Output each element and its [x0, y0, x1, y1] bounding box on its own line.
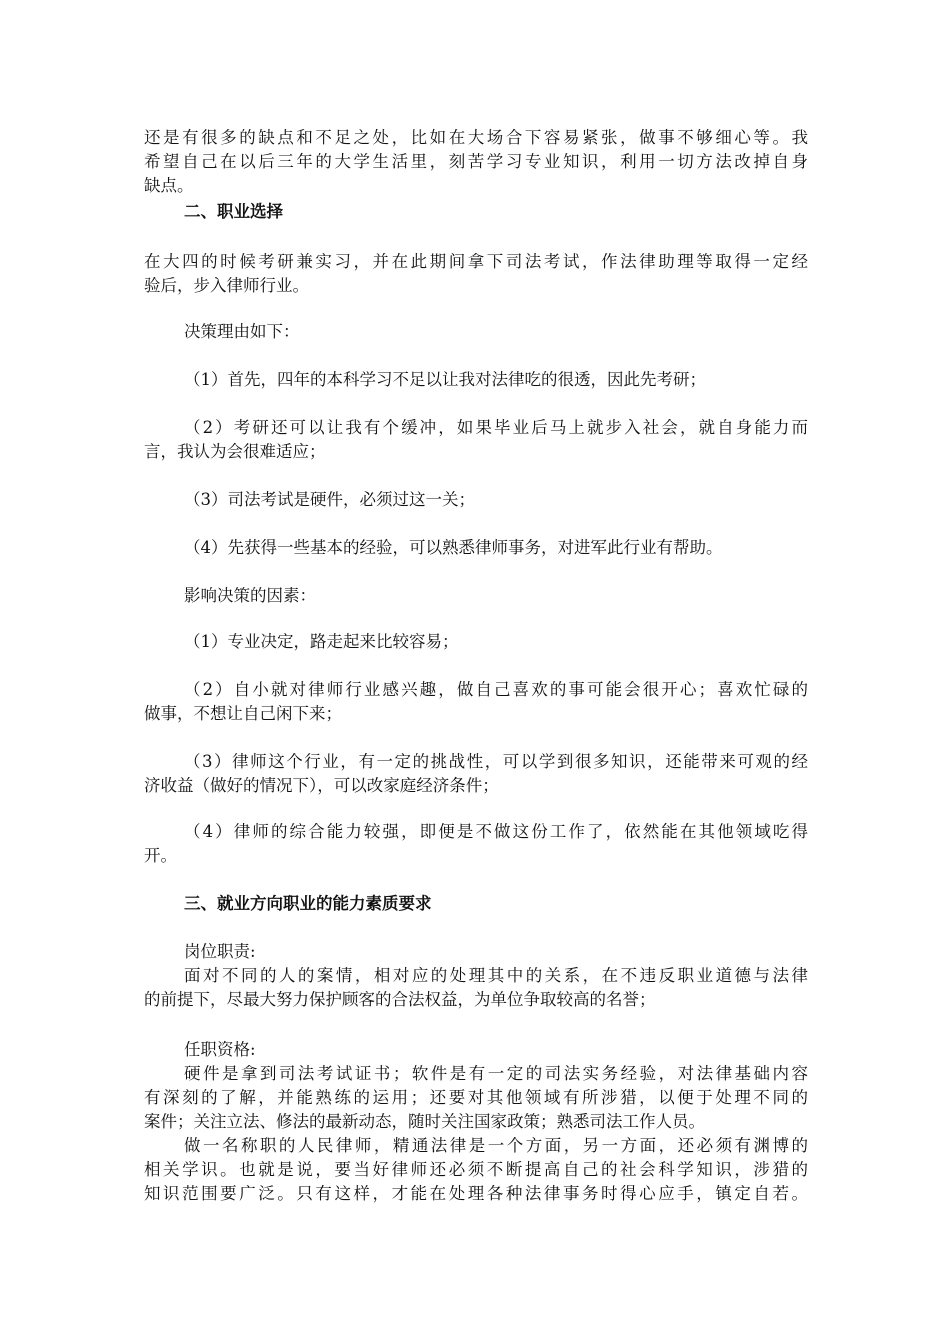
paragraph-line: 知识范围要广泛。只有这样，才能在处理各种法律事务时得心应手，镇定自若。: [144, 1184, 808, 1203]
factor-item-continued: 开。: [144, 846, 177, 865]
reason-item-continued: 言，我认为会很难适应；: [144, 442, 326, 461]
factor-item-continued: 济收益（做好的情况下），可以改家庭经济条件；: [144, 776, 499, 795]
paragraph-line: 缺点。: [144, 176, 194, 195]
factor-item: （3）律师这个行业，有一定的挑战性，可以学到很多知识，还能带来可观的经: [184, 752, 808, 771]
paragraph-line: 在大四的时候考研兼实习，并在此期间拿下司法考试，作法律助理等取得一定经: [144, 252, 808, 271]
paragraph-line: 案件；关注立法、修法的最新动态，随时关注国家政策；熟悉司法工作人员。: [144, 1112, 705, 1131]
paragraph-line: 相关学识。也就是说，要当好律师还必须不断提高自己的社会科学知识，涉猎的: [144, 1160, 808, 1179]
decision-reasons-label: 决策理由如下：: [184, 322, 300, 341]
paragraph-line: 的前提下，尽最大努力保护顾客的合法权益，为单位争取较高的名誉；: [144, 990, 656, 1009]
paragraph-line: 有深刻的了解，并能熟练的运用；还要对其他领域有所涉猎，以便于处理不同的: [144, 1088, 808, 1107]
reason-item: （3）司法考试是硬件，必须过这一关；: [184, 490, 475, 509]
reason-item: （1）首先，四年的本科学习不足以让我对法律吃的很透，因此先考研；: [184, 370, 706, 389]
factor-item: （4）律师的综合能力较强，即便是不做这份工作了，依然能在其他领域吃得: [184, 822, 808, 841]
reason-item: （2）考研还可以让我有个缓冲，如果毕业后马上就步入社会，就自身能力而: [184, 418, 808, 437]
factor-item-continued: 做事，不想让自己闲下来；: [144, 704, 342, 723]
paragraph-line: 还是有很多的缺点和不足之处，比如在大场合下容易紧张，做事不够细心等。我: [144, 128, 808, 147]
duties-label: 岗位职责:: [184, 942, 256, 961]
paragraph-line: 希望自己在以后三年的大学生活里，刻苦学习专业知识，利用一切方法改掉自身: [144, 152, 808, 171]
factors-label: 影响决策的因素：: [184, 586, 316, 605]
section-heading-competency: 三、就业方向职业的能力素质要求: [184, 894, 432, 913]
paragraph-line: 做一名称职的人民律师，精通法律是一个方面，另一方面，还必须有渊博的: [184, 1136, 808, 1155]
qualification-label: 任职资格:: [184, 1040, 256, 1059]
reason-item: （4）先获得一些基本的经验，可以熟悉律师事务，对进军此行业有帮助。: [184, 538, 723, 557]
factor-item: （1）专业决定，路走起来比较容易；: [184, 632, 459, 651]
factor-item: （2）自小就对律师行业感兴趣，做自己喜欢的事可能会很开心；喜欢忙碌的: [184, 680, 808, 699]
paragraph-line: 面对不同的人的案情，相对应的处理其中的关系，在不违反职业道德与法律: [184, 966, 808, 985]
paragraph-line: 验后，步入律师行业。: [144, 276, 309, 295]
section-heading-career-choice: 二、职业选择: [184, 202, 283, 221]
paragraph-line: 硬件是拿到司法考试证书；软件是有一定的司法实务经验，对法律基础内容: [184, 1064, 808, 1083]
